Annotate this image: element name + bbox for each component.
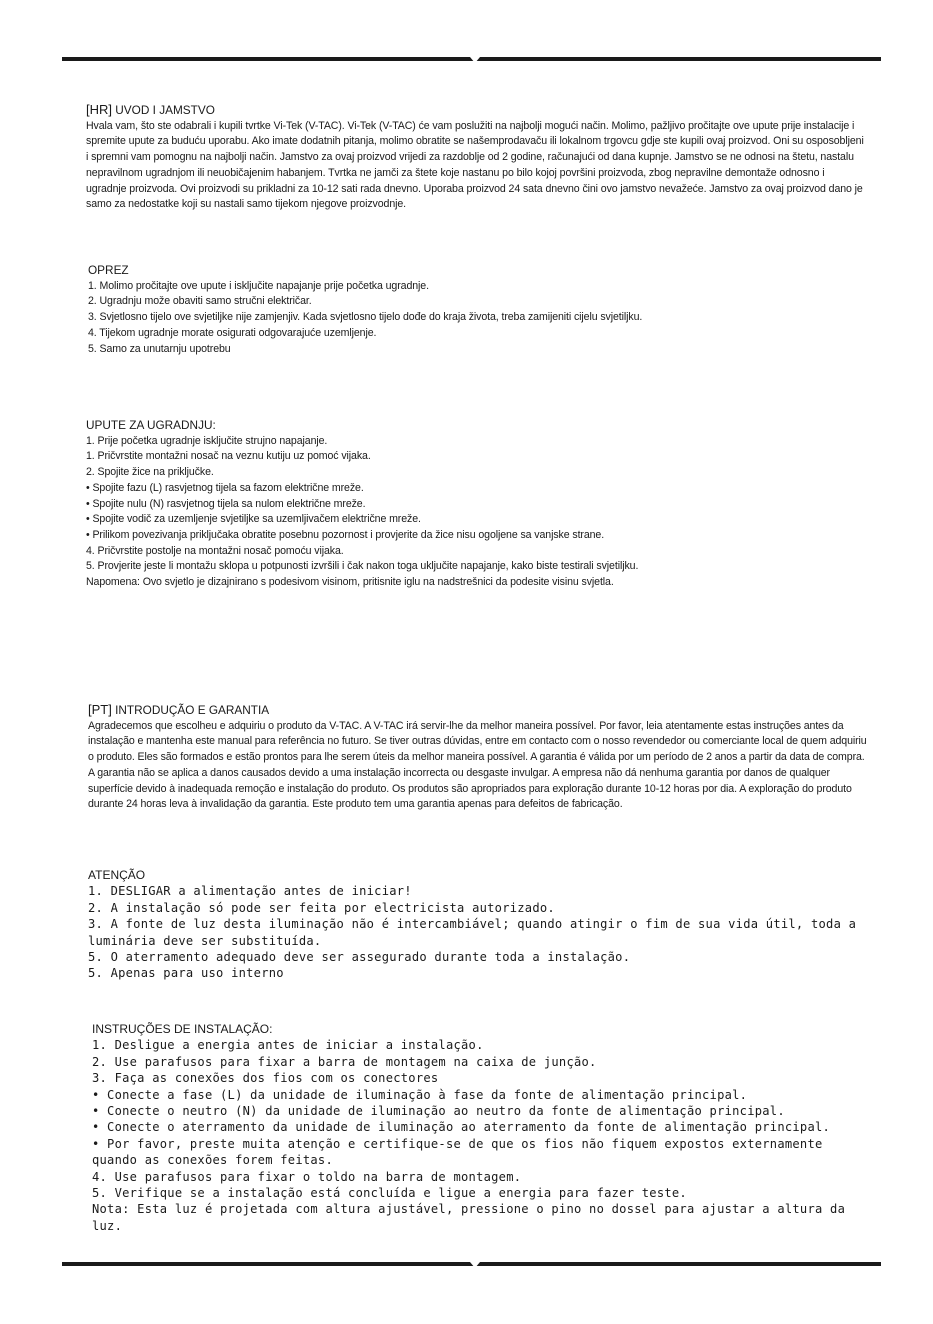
hr-caution-list bbox=[88, 279, 868, 358]
hr-install-list bbox=[86, 434, 866, 591]
hr-caution-section bbox=[88, 263, 868, 357]
hr-intro-section bbox=[86, 102, 866, 213]
list-item: Nota: Esta luz é projetada com altura ajustável, pressione o pino no dossel para ajustar a altura da luz. bbox=[92, 1202, 846, 1233]
list-item: • Conecte o neutro (N) da unidade de iluminação ao neutro da fonte de alimentação principal. bbox=[92, 1104, 785, 1119]
list-item: • Spojite vodič za uzemljenje svjetiljke sa uzemljivačem električne mreže. bbox=[86, 513, 421, 526]
list-item: 2. Use parafusos para fixar a barra de montagem na caixa de junção. bbox=[92, 1054, 597, 1069]
pt-install-list bbox=[92, 1037, 872, 1234]
pt-caution-section bbox=[88, 867, 868, 982]
pt-install-title: INSTRUÇÕES DE INSTALAÇÃO: bbox=[92, 1022, 273, 1036]
list-item: 2. A instalação só pode ser feita por electricista autorizado. bbox=[88, 900, 555, 915]
list-item: 5. Provjerite jeste li montažu sklopa u potpunosti izvršili i čak nakon toga uključite napajanje, kako biste testirali svjetiljku. bbox=[86, 560, 639, 573]
list-item: 2. Ugradnju može obaviti samo stručni električar. bbox=[88, 295, 312, 308]
list-item: • Por favor, preste muita atenção e certifique-se de que os fios não fiquem expostos externamente quando as conexões forem feitas. bbox=[92, 1136, 823, 1168]
list-item: • Spojite fazu (L) rasvjetnog tijela sa fazom električne mreže. bbox=[86, 481, 364, 494]
bottom-rule-notch bbox=[470, 1262, 480, 1268]
hr-intro-heading bbox=[86, 102, 866, 119]
list-item: 3. A fonte de luz desta iluminação não é intercambiável; quando atingir o fim de sua vida útil, toda a luminária deve ser substituída. bbox=[88, 917, 857, 948]
pt-caution-list bbox=[88, 883, 868, 981]
pt-install-section bbox=[92, 1021, 872, 1234]
list-item: 4. Tijekom ugradnje morate osigurati odgovarajuće uzemljenje. bbox=[88, 326, 377, 339]
list-item: • Prilikom povezivanja priključaka obratite posebnu pozornost i provjerite da žice nisu ogoljene sa vanjske strane. bbox=[86, 528, 605, 541]
pt-intro-body: Agradecemos que escolheu e adquiriu o produto da V-TAC. A V-TAC irá servir-lhe da melhor maneira possível. Por favor, leia atentamente estas instruções antes da instalação e mantenha este manual para referência no futuro. Se tiver outras dúvidas, entre em contacto com o nosso revendedor ou comerciante local de quem adquiriu o produto. Eles são formados e estão prontos para lhe serem úteis da melhor maneira possível. A garantia é válida por um período de 2 anos a partir da data de compra. A garantia não se aplica a danos causados devido a uma instalação incorrecta ou desgaste invulgar. A empresa não dá nenhuma garantia por danos de qualquer superfície devido à inadequada remoção e instalação do produto. Os produtos são apropriados para exploração durante 10-12 horas por dia. A exploração do produto durante 24 horas leva à invalidação da garantia. Este produto tem uma garantia apenas para defeitos de fabricação. bbox=[88, 719, 867, 811]
pt-intro-heading bbox=[88, 702, 868, 719]
list-item: 1. DESLIGAR a alimentação antes de iniciar! bbox=[88, 884, 412, 899]
hr-caution-title: OPREZ bbox=[88, 263, 129, 277]
list-item: 4. Pričvrstite postolje na montažni nosač pomoću vijaka. bbox=[86, 544, 344, 557]
list-item: 2. Spojite žice na priključke. bbox=[86, 466, 214, 479]
list-item: 5. Apenas para uso interno bbox=[88, 966, 284, 981]
hr-intro-body: Hvala vam, što ste odabrali i kupili tvrtke Vi-Tek (V-TAC). Vi-Tek (V-TAC) će vam poslužiti na najbolji mogući način. Molimo, pažljivo pročitajte ove upute prije instalacije i spremite upute za buduću uporabu. Ako imate dodatnih pitanja, molimo obratite se našemprodavaču ili lokalnom trgovcu gdje ste kupili ovaj proizvod. Oni su osposobljeni i spremni vam pomognu na najbolji način. Jamstvo za ovaj proizvod vrijedi za razdoblje od 2 godine, računajući od dana kupnje. Jamstvo se ne odnosi na štetu, nastalu nepravilnom ugradnjom ili neuobičajenim habanjem. Tvrtka ne jamči za štete koje nastanu po bilo kojoj površini proizvoda, zbog nepravilne demontaže odnosno i ugradnje proizvoda. Ovi proizvodi su prikladni za 10-12 sati rada dnevno. Uporaba proizvod 24 sata dnevno čini ovo jamstvo nevažeće. Jamstvo za ovaj proizvod dano je samo za nedostatke koji su nastali samo tijekom njegove proizvodnje. bbox=[86, 119, 864, 211]
list-item: 5. O aterramento adequado deve ser assegurado durante toda a instalação. bbox=[88, 950, 631, 965]
list-item: 3. Faça as conexões dos fios com os conectores bbox=[92, 1071, 439, 1086]
list-item: 1. Prije početka ugradnje isključite strujno napajanje. bbox=[86, 434, 328, 447]
list-item: 5. Samo za unutarnju upotrebu bbox=[88, 342, 231, 355]
pt-language-code: [PT] bbox=[88, 702, 112, 717]
list-item: 4. Use parafusos para fixar o toldo na barra de montagem. bbox=[92, 1169, 522, 1184]
list-item: • Conecte a fase (L) da unidade de iluminação à fase da fonte de alimentação principal. bbox=[92, 1087, 748, 1102]
hr-install-title: UPUTE ZA UGRADNJU: bbox=[86, 418, 216, 432]
list-item: 5. Verifique se a instalação está concluída e ligue a energia para fazer teste. bbox=[92, 1186, 687, 1201]
pt-intro-title: INTRODUÇÃO E GARANTIA bbox=[111, 703, 270, 717]
list-item: Napomena: Ovo svjetlo je dizajnirano s podesivom visinom, pritisnite iglu na nadstrešnici da podesite visinu svjetla. bbox=[86, 576, 614, 589]
list-item: 1. Molimo pročitajte ove upute i isključite napajanje prije početka ugradnje. bbox=[88, 279, 429, 292]
pt-caution-title: ATENÇÃO bbox=[88, 868, 146, 882]
pt-intro-section bbox=[88, 702, 868, 813]
list-item: 1. Pričvrstite montažni nosač na veznu kutiju uz pomoć vijaka. bbox=[86, 450, 371, 463]
list-item: • Conecte o aterramento da unidade de iluminação ao aterramento da fonte de alimentação principal. bbox=[92, 1120, 831, 1135]
hr-intro-title: UVOD I JAMSTVO bbox=[112, 103, 215, 117]
list-item: 1. Desligue a energia antes de iniciar a instalação. bbox=[92, 1038, 484, 1053]
list-item: 3. Svjetlosno tijelo ove svjetiljke nije zamjenjiv. Kada svjetlosno tijelo dođe do kraja života, treba zamijeniti cijelu svjetiljku. bbox=[88, 311, 643, 324]
list-item: • Spojite nulu (N) rasvjetnog tijela sa nulom električne mreže. bbox=[86, 497, 366, 510]
top-rule-notch bbox=[470, 57, 480, 63]
hr-language-code: [HR] bbox=[86, 102, 112, 117]
hr-install-section bbox=[86, 418, 866, 591]
